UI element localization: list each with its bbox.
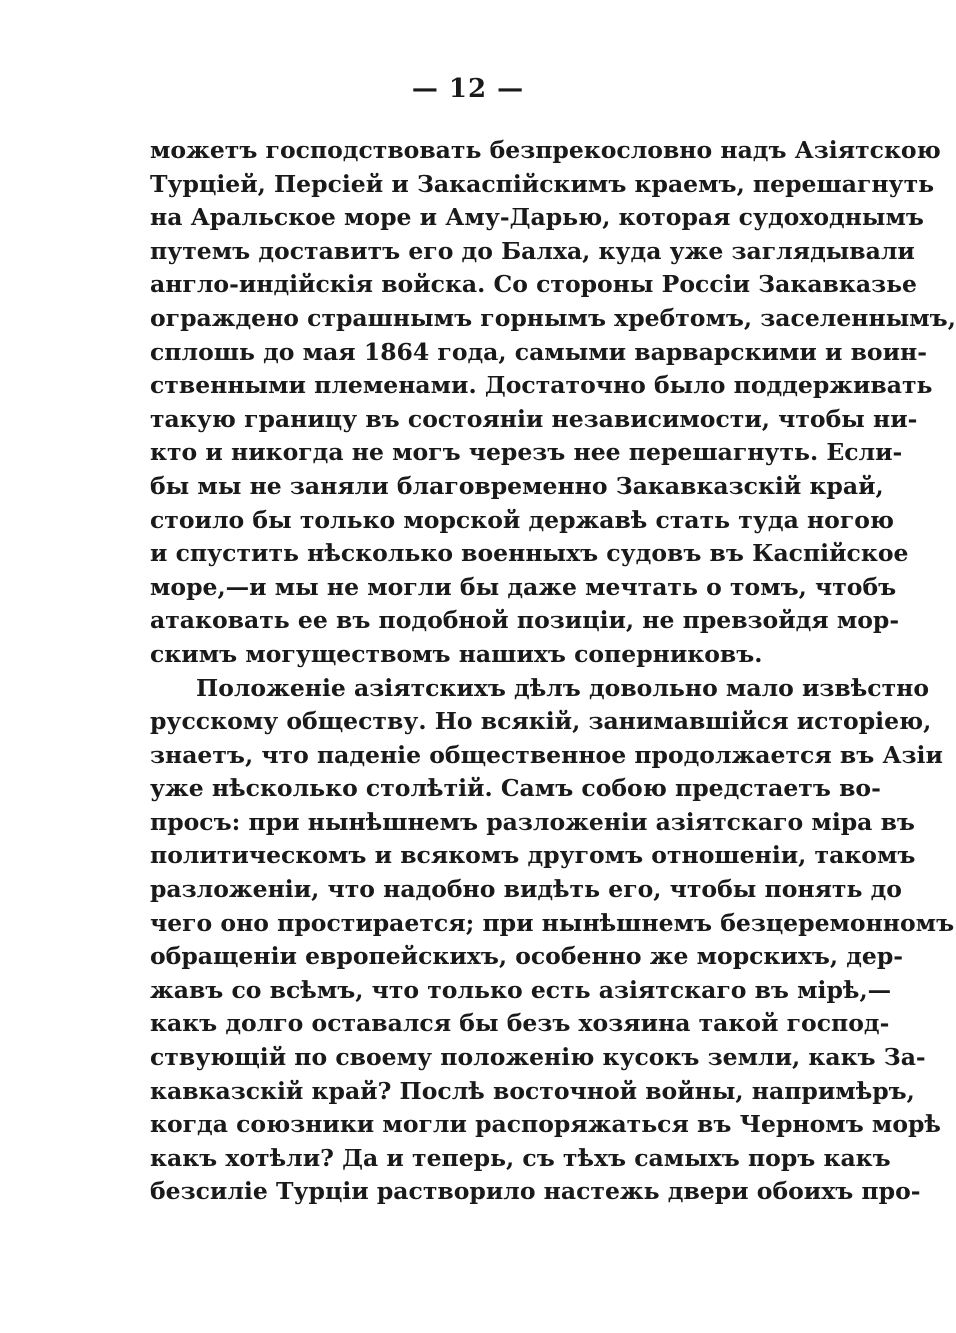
text-line: бы мы не заняли благовременно Закавказскій край,: [150, 471, 884, 500]
text-line: такую границу въ состояніи независимости, чтобы ни-: [150, 404, 918, 433]
text-line: Положеніе азіятскихъ дѣлъ довольно мало извѣстно: [196, 673, 930, 702]
page-number: — 12 —: [411, 74, 525, 104]
text-line: и спустить нѣсколько военныхъ судовъ въ Каспійское: [150, 539, 909, 568]
paragraph: [150, 134, 956, 672]
paragraph: [150, 672, 955, 1210]
text-line: сплошь до мая 1864 года, самыми варварскими и воин-: [150, 337, 927, 366]
text-line: кто и никогда не могъ черезъ нее перешагнуть. Если-: [150, 438, 903, 467]
text-line: кавказскій край? Послѣ восточной войны, напримѣръ,: [150, 1076, 915, 1105]
text-line: ствующій по своему положенію кусокъ земли, какъ За-: [150, 1043, 926, 1072]
text-line: на Аральское море и Аму-Дарью, которая судоходнымъ: [150, 203, 924, 232]
text-line: когда союзники могли распоряжаться въ Черномъ морѣ: [150, 1110, 941, 1139]
text-line: разложеніи, что надобно видѣть его, чтобы понять до: [150, 875, 902, 904]
text-line: атаковать ее въ подобной позиціи, не превзойдя мор-: [150, 606, 900, 635]
text-line: чего оно простирается; при нынѣшнемъ безцеремонномъ: [150, 908, 955, 937]
text-line: скимъ могуществомъ нашихъ соперниковъ.: [150, 639, 763, 668]
text-line: просъ: при нынѣшнемъ разложеніи азіятскаго міра въ: [150, 807, 915, 836]
text-line: путемъ доставитъ его до Балха, куда уже заглядывали: [150, 236, 915, 265]
text-line: русскому обществу. Но всякій, занимавшійся исторіею,: [150, 707, 932, 736]
text-line: безсиліе Турціи растворило настежь двери обоихъ про-: [150, 1177, 921, 1206]
text-line: море,—и мы не могли бы даже мечтать о томъ, чтобъ: [150, 572, 897, 601]
text-line: ограждено страшнымъ горнымъ хребтомъ, заселеннымъ,: [150, 303, 956, 332]
text-line: жавъ со всѣмъ, что только есть азіятскаго въ мірѣ,—: [150, 975, 892, 1004]
text-line: ственными племенами. Достаточно было поддерживать: [150, 371, 933, 400]
text-line: знаетъ, что паденіе общественное продолжается въ Азіи: [150, 740, 943, 769]
text-line: стоило бы только морской державѣ стать туда ногою: [150, 505, 895, 534]
text-line: обращеніи европейскихъ, особенно же морскихъ, дер-: [150, 942, 904, 971]
text-line: политическомъ и всякомъ другомъ отношеніи, такомъ: [150, 841, 916, 870]
page-body-text: [150, 134, 956, 1209]
text-line: уже нѣсколько столѣтій. Самъ собою предстаетъ во-: [150, 774, 881, 803]
text-line: можетъ господствовать безпрекословно надъ Азіятскою: [150, 136, 941, 164]
text-line: какъ долго оставался бы безъ хозяина такой господ-: [150, 1009, 890, 1038]
text-line: какъ хотѣли? Да и теперь, съ тѣхъ самыхъ поръ какъ: [150, 1143, 891, 1172]
text-line: англо-индійскія войска. Со стороны Россіи Закавказье: [150, 270, 917, 299]
text-line: Турціей, Персіей и Закаспійскимъ краемъ, перешагнуть: [150, 169, 935, 198]
